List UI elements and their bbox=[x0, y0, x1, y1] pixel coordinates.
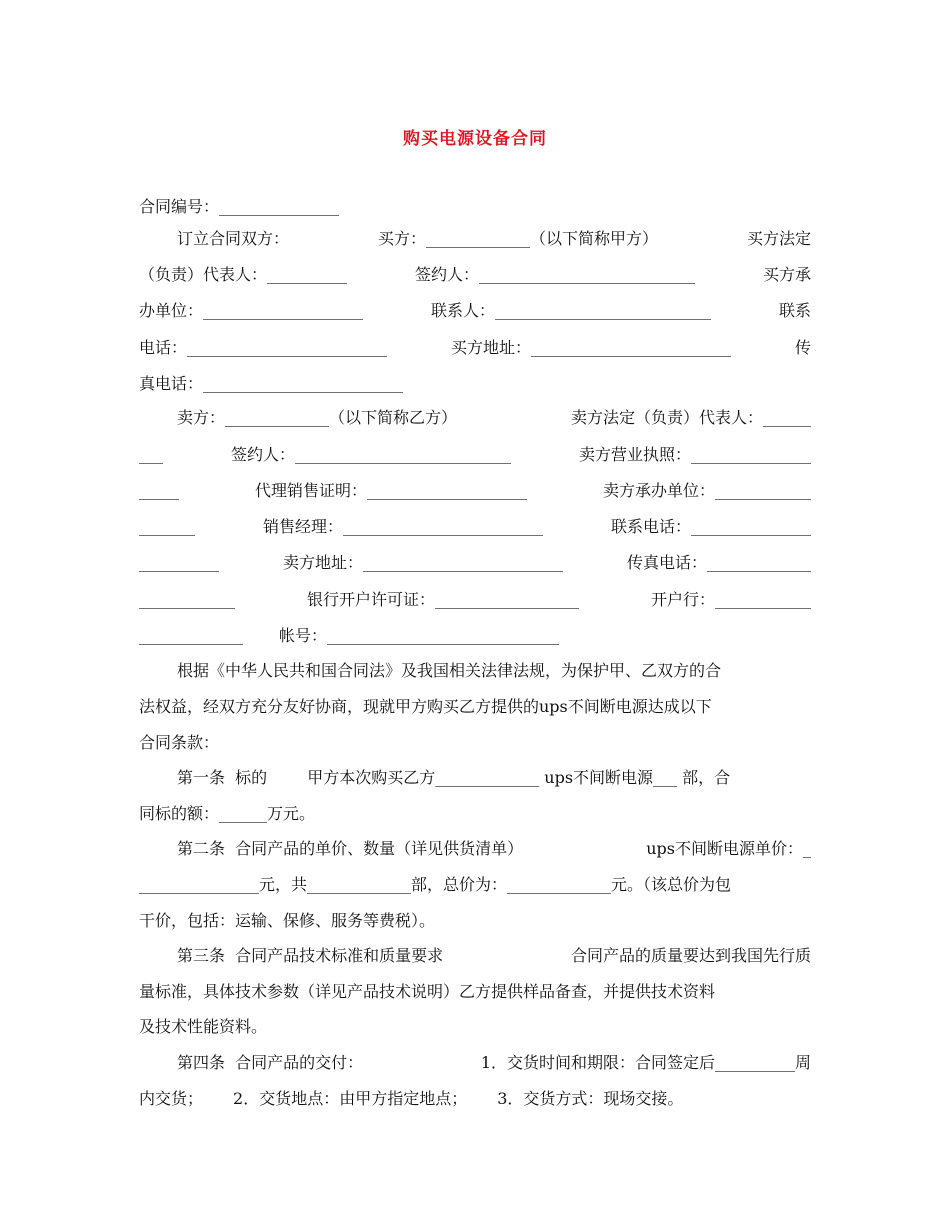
seller-address-line bbox=[139, 549, 811, 577]
text-segment: 销售经理：_________________________ bbox=[262, 517, 543, 536]
preamble-line bbox=[139, 729, 811, 757]
text-segment: 代理销售证明：____________________ bbox=[254, 481, 527, 500]
text-segment: 卖方：_____________（以下简称乙方） bbox=[177, 408, 458, 427]
article-1-line bbox=[177, 764, 811, 792]
article-4-line bbox=[139, 1085, 811, 1113]
text-segment: 卖方法定（负责）代表人：______ bbox=[570, 408, 811, 427]
preamble-line bbox=[139, 693, 811, 721]
article-2-line bbox=[139, 907, 811, 935]
text-segment: 及技术性能资料。 bbox=[139, 1017, 268, 1036]
text-segment: 量标准，具体技术参数（详见产品技术说明）乙方提供样品备查，并提供技术资料 bbox=[139, 982, 716, 1001]
text-segment: ups不间断电源单价：_ bbox=[646, 839, 811, 858]
text-segment: ___ bbox=[139, 445, 163, 464]
text-segment: 传 bbox=[794, 338, 811, 357]
text-segment: 根据《中华人民共和国合同法》及我国相关法律法规，为保护甲、乙双方的合 bbox=[177, 661, 722, 680]
text-segment: 传真电话：_____________ bbox=[626, 553, 811, 572]
text-segment: 签约人：___________________________ bbox=[230, 445, 511, 464]
text-segment: 帐号：_____________________________ bbox=[279, 626, 560, 645]
seller-signatory-line bbox=[139, 441, 811, 469]
preamble-line bbox=[177, 657, 811, 685]
text-segment: 合同编号：_______________ bbox=[139, 197, 340, 216]
document-title: 购买电源设备合同 bbox=[403, 129, 547, 149]
text-segment: 联系电话：_______________ bbox=[610, 517, 811, 536]
seller-bank-line bbox=[139, 586, 811, 614]
contract-number-line bbox=[139, 193, 811, 221]
text-segment: 买方承 bbox=[762, 265, 811, 284]
buyer-unit-line bbox=[139, 297, 811, 325]
article-3-line bbox=[139, 978, 811, 1006]
text-segment: 买方法定 bbox=[746, 229, 811, 248]
text-segment: 买方：_____________（以下简称甲方） bbox=[377, 229, 658, 248]
text-segment: _____ bbox=[139, 481, 179, 500]
text-segment: 2．交货地点：由甲方指定地点； bbox=[233, 1089, 468, 1108]
article-2-line bbox=[139, 871, 811, 899]
text-segment: 订立合同双方： bbox=[177, 229, 290, 248]
text-segment: _______________元，共_____________部，总价为：_____________元。（该总价为包 bbox=[139, 875, 732, 894]
text-segment: 第二条 合同产品的单价、数量（详见供货清单） bbox=[177, 839, 524, 858]
text-segment: ____________ bbox=[139, 590, 235, 609]
text-segment: _____________ bbox=[139, 626, 243, 645]
text-segment: 签约人：___________________________ bbox=[414, 265, 695, 284]
seller-manager-line bbox=[139, 513, 811, 541]
text-segment: 卖方营业执照：_______________ bbox=[578, 445, 811, 464]
article-2-line bbox=[177, 835, 811, 863]
text-segment: 第四条 合同产品的交付： bbox=[177, 1053, 364, 1072]
text-segment: 干价，包括：运输、保修、服务等费税）。 bbox=[139, 911, 436, 930]
text-segment: 第三条 合同产品技术标准和质量要求 bbox=[177, 946, 444, 965]
text-segment: 买方地址：_________________________ bbox=[450, 338, 731, 357]
article-4-line bbox=[177, 1049, 811, 1077]
article-1-line bbox=[139, 800, 811, 828]
text-segment: 卖方承办单位：____________ bbox=[602, 481, 811, 500]
buyer-representative-line bbox=[139, 261, 811, 289]
seller-agency-line bbox=[139, 477, 811, 505]
text-segment: 甲方本次购买乙方_____________ ups不间断电源___ 部，合 bbox=[307, 768, 731, 787]
seller-line bbox=[177, 404, 811, 432]
article-3-line bbox=[139, 1013, 811, 1041]
text-segment: __________ bbox=[139, 553, 219, 572]
text-segment: 电话：_________________________ bbox=[139, 338, 388, 357]
text-segment: 同标的额：______万元。 bbox=[139, 804, 316, 823]
text-segment: 卖方地址：_________________________ bbox=[282, 553, 563, 572]
text-segment: 办单位：____________________ bbox=[139, 301, 364, 320]
text-segment: 3．交货方式：现场交接。 bbox=[497, 1089, 684, 1108]
text-segment: 真电话：_________________________ bbox=[139, 374, 404, 393]
text-segment: 合同条款： bbox=[139, 733, 220, 752]
text-segment: 合同产品的质量要达到我国先行质 bbox=[570, 946, 811, 965]
seller-account-line bbox=[139, 622, 811, 650]
buyer-fax-line bbox=[139, 370, 811, 398]
text-segment: 法权益，经双方充分友好协商，现就甲方购买乙方提供的ups不间断电源达成以下 bbox=[139, 697, 712, 716]
article-3-line bbox=[177, 942, 811, 970]
text-segment: 银行开户许可证：__________________ bbox=[306, 590, 579, 609]
text-segment: （负责）代表人：__________ bbox=[139, 265, 348, 284]
text-segment: 1．交货时间和期限：合同签定后__________周 bbox=[480, 1053, 811, 1072]
buyer-phone-line bbox=[139, 334, 811, 362]
text-segment: 联系 bbox=[778, 301, 811, 320]
parties-line bbox=[177, 225, 811, 253]
text-segment: 内交货； bbox=[139, 1089, 204, 1108]
text-segment: 第一条 标的 bbox=[177, 768, 268, 787]
text-segment: 联系人：___________________________ bbox=[430, 301, 711, 320]
text-segment: 开户行：____________ bbox=[650, 590, 811, 609]
text-segment: _______ bbox=[139, 517, 195, 536]
